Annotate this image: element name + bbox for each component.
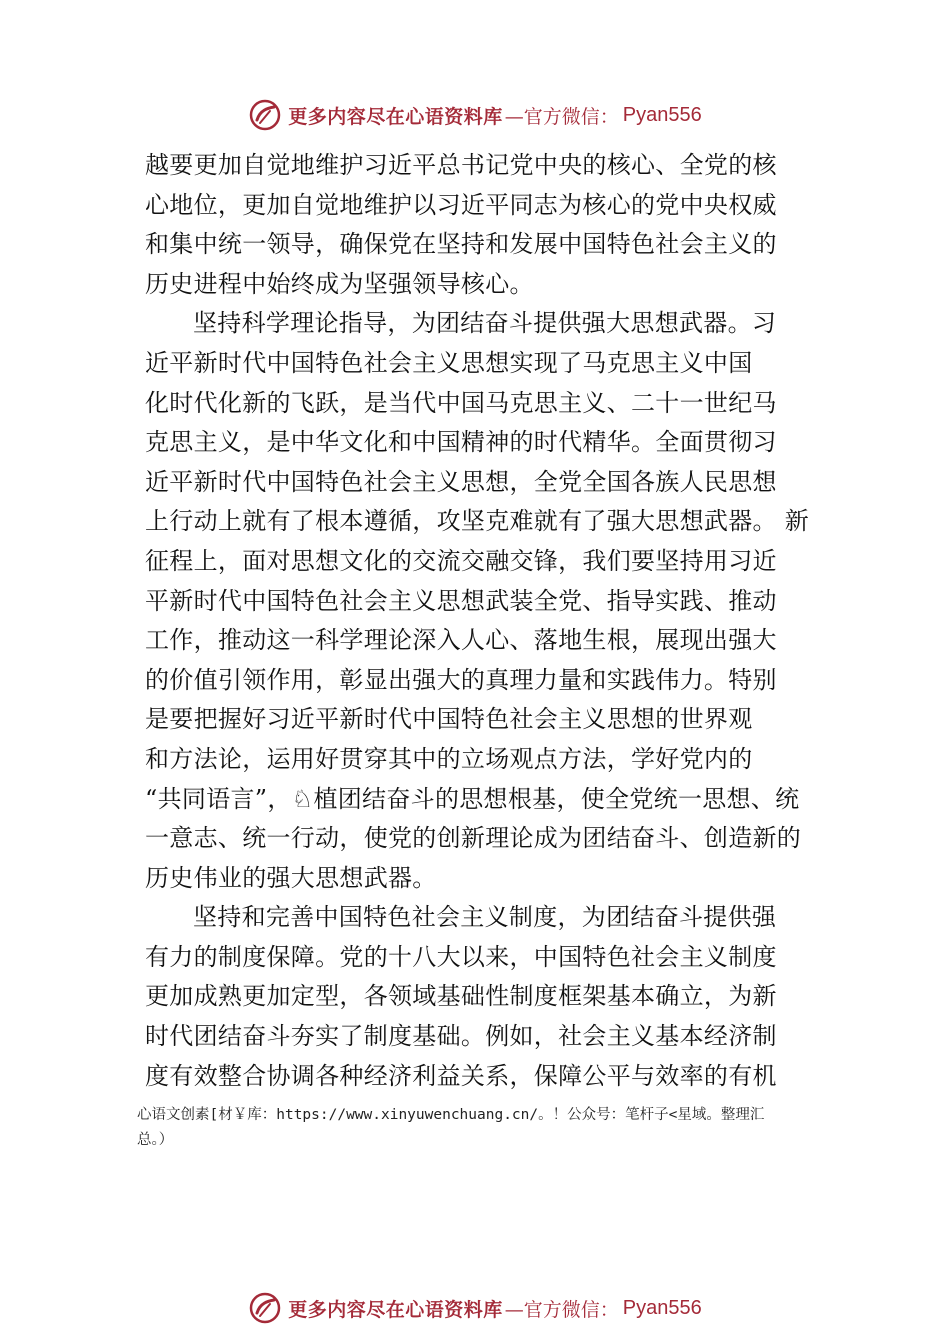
document-body bbox=[145, 146, 815, 1096]
text-line: 平新时代中国特色社会主义思想武装全党、指导实践、推动 bbox=[145, 586, 777, 615]
footer-banner bbox=[0, 1288, 950, 1328]
text-line: 和集中统一领导，确保党在坚持和发展中国特色社会主义的 bbox=[145, 230, 777, 259]
banner-main-text: 更多内容尽在心语资料库 bbox=[288, 105, 503, 128]
text-line: 工作，推动这一科学理论深入人心、落地生根，展现出强大 bbox=[145, 626, 777, 655]
banner-wechat-id: Pyan556 bbox=[622, 103, 702, 126]
footnote-line: 总。） bbox=[137, 1132, 174, 1148]
footnote-line: 心语文创素[材￥库：https://www.xinyuwenchuang.cn/。！公众号：笔杆子<星域。整理汇 bbox=[137, 1107, 765, 1123]
banner-sub-text: —官方微信： bbox=[504, 1298, 619, 1321]
source-footnote bbox=[137, 1103, 843, 1153]
text-line: 历史进程中始终成为坚强领导核心。 bbox=[145, 269, 534, 298]
text-line: 的价值引领作用，彰显出强大的真理力量和实践伟力。特别 bbox=[145, 665, 777, 694]
text-line: 上行动上就有了根本遵循，攻坚克难就有了强大思想武器。 新 bbox=[145, 507, 810, 536]
text-line: 近平新时代中国特色社会主义思想实现了马克思主义中国 bbox=[145, 348, 753, 377]
text-line: 更加成熟更加定型，各领域基础性制度框架基本确立，为新 bbox=[145, 982, 777, 1011]
text-line: 和方法论，运用好贯穿其中的立场观点方法，学好党内的 bbox=[145, 744, 753, 773]
text-line: 度有效整合协调各种经济利益关系，保障公平与效率的有机 bbox=[145, 1061, 777, 1090]
brand-logo-icon bbox=[248, 98, 282, 132]
banner-sub-text: —官方微信： bbox=[504, 105, 619, 128]
text-line: 历史伟业的强大思想武器。 bbox=[145, 863, 437, 892]
text-line: 化时代化新的飞跃，是当代中国马克思主义、二十一世纪马 bbox=[145, 388, 777, 417]
brand-logo-icon bbox=[248, 1291, 282, 1325]
banner-main-text: 更多内容尽在心语资料库 bbox=[288, 1298, 503, 1321]
text-line: 征程上，面对思想文化的交流交融交锋，我们要坚持用习近 bbox=[145, 546, 777, 575]
paragraph-start-line: 坚持和完善中国特色社会主义制度，为团结奋斗提供强 bbox=[193, 903, 777, 932]
text-line: 是要把握好习近平新时代中国特色社会主义思想的世界观 bbox=[145, 705, 753, 734]
text-line: 克思主义，是中华文化和中国精神的时代精华。全面贯彻习 bbox=[145, 428, 777, 457]
paragraph-start-line: 坚持科学理论指导，为团结奋斗提供强大思想武器。习 bbox=[193, 309, 777, 338]
text-line: 一意志、统一行动，使党的创新理论成为团结奋斗、创造新的 bbox=[145, 824, 802, 853]
text-line: 时代团结奋斗夯实了制度基础。例如，社会主义基本经济制 bbox=[145, 1022, 777, 1051]
text-line: 有力的制度保障。党的十八大以来，中国特色社会主义制度 bbox=[145, 942, 777, 971]
banner-wechat-id: Pyan556 bbox=[622, 1296, 702, 1319]
text-line: 近平新时代中国特色社会主义思想，全党全国各族人民思想 bbox=[145, 467, 777, 496]
text-line: 心地位，更加自觉地维护以习近平同志为核心的党中央权威 bbox=[145, 190, 777, 219]
text-line: 越要更加自觉地维护习近平总书记党中央的核心、全党的核 bbox=[145, 151, 777, 179]
header-banner bbox=[0, 95, 950, 135]
text-line: “共同语言”，♘植团结奋斗的思想根基，使全党统一思想、统 bbox=[145, 784, 800, 813]
